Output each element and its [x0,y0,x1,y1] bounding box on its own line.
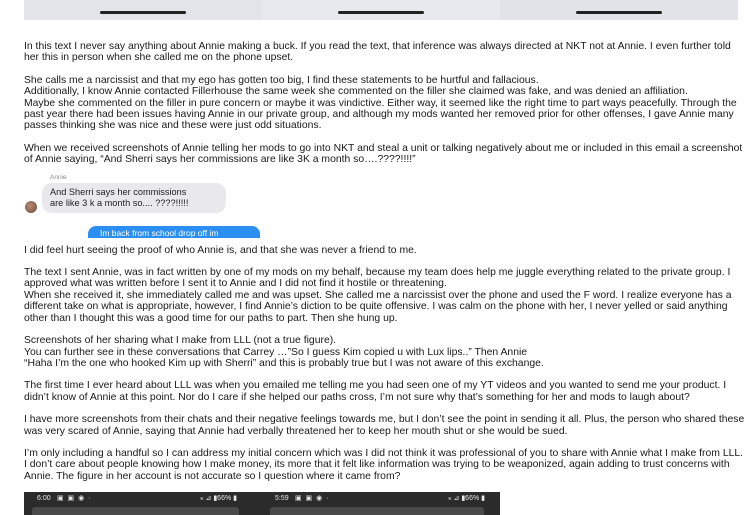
paragraph: The first time I ever heard about LLL was when you emailed me telling me you had seen one of my YT videos and you wanted to send me your product. I didn’t know of Annie at this point. Nor do I care if she helped our paths cross, I’m not sure why that’s something for her and mods to laugh about? [24,380,727,403]
avatar [25,201,37,213]
document-body [24,41,746,493]
home-indicator [100,11,186,14]
paragraph: I did feel hurt seeing the proof of who Annie is, and that she was never a friend to me. [24,244,417,256]
battery-status: ⁎ ⊿ ▮66% ▮ [448,495,485,502]
paragraph: In this text I never say anything about Annie making a buck. If you read the text, that inference was always directed at NKT not at Annie. I even further told her this in person when she called me on the phone upset. [24,41,731,64]
chat-screenshot [24,172,746,236]
home-indicator [576,11,662,14]
paragraph: I have more screenshots from their chats and their negative feelings towards me, but I don’t see the point in sending it all. Plus, the person who shared these was very scared of Annie, saying that Annie had verbally threatened her to keep her mouth shut or she would be sued. [24,414,745,437]
phone-status-bar [275,492,485,505]
phone-screen [270,507,484,515]
status-time: 6:00 [37,495,51,502]
paragraph: Screenshots of her sharing what I make from LLL (not a true figure). You can further see in these conversations that Carrey …”So I guess Kim copied u with Lux lips..” Then Annie “Haha I’m the one who hooked Kim up with Sherri” and this is probably true but I was not aware of this exchange. [24,335,544,369]
phone-status-bar [37,492,237,505]
phone-screenshots [24,492,500,515]
paragraph: She calls me a narcissist and that my ego has gotten too big, I find these statements to be hurtful and fallacious. Additionally, I know Annie contacted Fillerhouse the same week she commented on the filler she claimed was fake, and was denied an affiliation. Maybe she commented on the filler in pure concern or maybe it was vindictive. Either way, it seemed like the right time to part ways peacefully. Through the past year there had been issues having Annie in our private group, and although my mods wanted her removed prior for other offenses, I gave Annie many passes thinking she was nice and these were just odd situations. [24,74,737,132]
screenshot-thumbnail [24,0,262,20]
paragraph: When we received screenshots of Annie telling her mods to go into NKT and steal a unit or talking negatively about me or included in this email a screenshot of Annie saying, “And Sherri says her commissions are like 3K a month so….????!!!!” [24,142,743,166]
chat-sender-name: Annie [50,173,67,181]
home-indicator [338,11,424,14]
phone-screen [32,507,239,515]
screenshot-thumbnail [262,0,500,20]
notification-icons: ▣ ▣ ◉ · [57,495,92,502]
notification-icons: ▣ ▣ ◉ · [295,495,330,502]
incoming-message-bubble: And Sherri says her commissions are like 3 k a month so.... ????!!!!! [42,183,226,213]
paragraph: The text I sent Annie, was in fact written by one of my mods on my behalf, because my team does help me juggle everything related to the private group. I approved what was written before I sent it to Annie and I did not find it hostile or threatening. When she received it, she immediately called me and was upset. She called me a narcissist over the phone and used the F word. I realize everyone has a different take on what is appropriate, however, I find Annie’s diction to be quite offensive. I was calm on the phone with her, I never yelled or said anything other than I thought this was a good time for our paths to part. Then she hung up. [24,267,732,324]
paragraph: I’m only including a handful so I can address my initial concern which was I did not think it was professional of you to share with Annie what I make from LLL. I don’t care about people knowing how I make money, its more that it felt like information was trying to be weaponized, again adding to trust concerns with Annie. The figure in her account is not accurate so I question where it came from? [24,447,744,482]
screenshot-thumbnail [500,0,738,20]
outgoing-message-bubble: Im back from school drop off im [88,226,260,238]
status-time: 5:59 [275,495,289,502]
screenshot-strip-top [24,0,738,20]
battery-status: ⁎ ⊿ ▮66% ▮ [200,495,237,502]
